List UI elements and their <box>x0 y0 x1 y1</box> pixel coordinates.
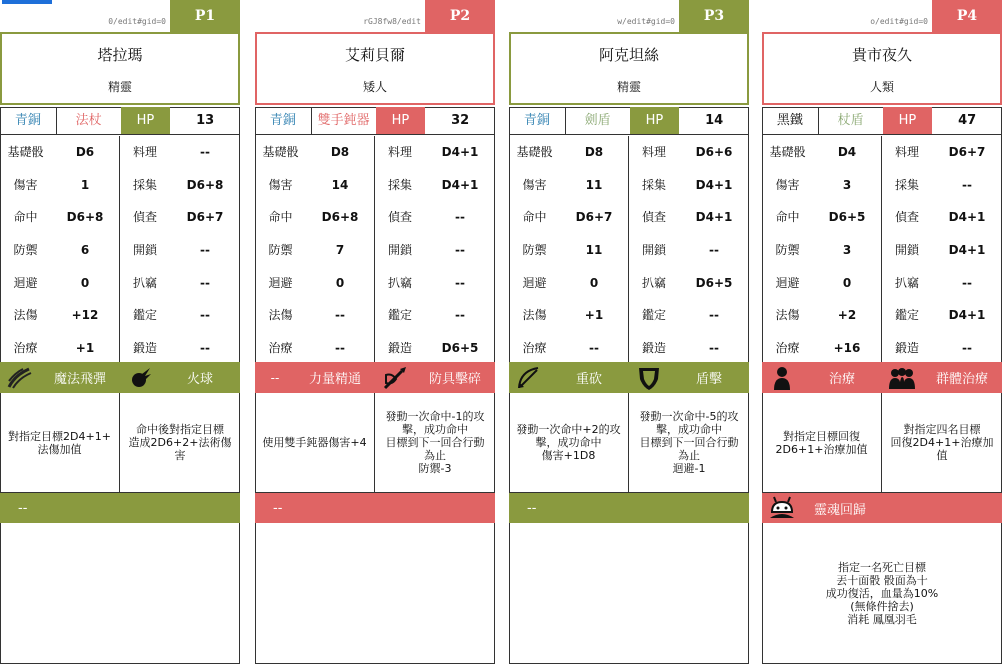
character-card-1 <box>0 0 240 664</box>
heavy-slash-icon <box>509 362 549 393</box>
skill-label: 開鎖 <box>387 243 412 258</box>
character-race: 精靈 <box>107 80 132 94</box>
magic-missile-icon <box>0 362 40 393</box>
heal-icon <box>762 362 802 393</box>
stat-row <box>509 299 749 332</box>
skill-label: 料理 <box>894 145 919 159</box>
skill-label: 料理 <box>641 145 666 159</box>
hp-value: 14 <box>705 113 724 128</box>
stat-value: -- <box>560 332 629 365</box>
skill-1-description: 對指定目標回復 2D6+1+治療加值 <box>762 393 882 492</box>
stat-row <box>0 267 240 300</box>
sheet-url[interactable]: w/edit#gid=0 <box>617 17 675 26</box>
stat-value: 6 <box>51 234 120 267</box>
skill-label: 偵查 <box>387 210 412 225</box>
ultimate-name: 靈魂回歸 <box>814 502 867 518</box>
stat-value: 3 <box>813 169 882 202</box>
stat-row <box>509 169 749 202</box>
skill-label: 鍛造 <box>894 341 919 356</box>
character-name: 貴市夜久 <box>851 46 912 64</box>
stat-value: D6+5 <box>813 201 882 234</box>
stat-value: 11 <box>560 169 629 202</box>
skill-label: 鑑定 <box>894 308 919 323</box>
stat-value: 0 <box>51 267 120 300</box>
skill-descriptions <box>255 393 495 493</box>
armor-tier: 青銅 <box>509 107 566 134</box>
stats-grid <box>0 136 240 365</box>
fireball-icon <box>120 362 160 393</box>
hp-value: 13 <box>196 113 215 128</box>
skill-value: D4+1 <box>695 177 733 192</box>
skills-bar <box>255 362 495 393</box>
skill-value: D4+1 <box>441 145 479 159</box>
weapon-type: 杖盾 <box>837 113 864 128</box>
skill-value: -- <box>709 341 719 356</box>
character-race: 精靈 <box>616 80 641 94</box>
equipment-row <box>762 107 1002 135</box>
skill-2-name: 盾擊 <box>695 372 722 387</box>
stat-row <box>255 299 495 332</box>
skill-1 <box>255 362 375 393</box>
stat-value: +12 <box>51 299 120 332</box>
stat-value: -- <box>306 299 375 332</box>
player-badge: P2 <box>425 0 495 32</box>
sheet-url[interactable]: o/edit#gid=0 <box>870 17 928 26</box>
character-card-4 <box>762 0 1002 664</box>
stat-label: 傷害 <box>268 177 293 192</box>
stat-row <box>762 201 1002 234</box>
skill-value: -- <box>200 275 210 290</box>
stat-value: 3 <box>813 234 882 267</box>
stat-value: D8 <box>560 136 629 169</box>
skill-value: -- <box>962 341 972 356</box>
sheet-url[interactable]: rGJ8fw8/edit <box>363 17 421 26</box>
stat-value: 14 <box>306 169 375 202</box>
stat-row <box>255 234 495 267</box>
stat-row <box>762 136 1002 169</box>
stat-label: 防禦 <box>522 243 547 258</box>
skill-descriptions <box>509 393 749 493</box>
name-box <box>255 32 495 105</box>
skill-1-name: 重砍 <box>575 372 602 387</box>
ultimate-bar <box>0 493 240 523</box>
stat-label: 防禦 <box>13 243 38 258</box>
skill-label: 採集 <box>641 177 666 192</box>
skill-label: 採集 <box>387 177 412 192</box>
skill-label: 料理 <box>132 145 157 159</box>
stat-label: 基礎骰 <box>7 145 44 159</box>
ultimate-description <box>509 523 749 663</box>
stat-row <box>255 201 495 234</box>
skill-descriptions <box>762 393 1002 493</box>
skill-value: D6+8 <box>186 177 224 192</box>
character-card-2 <box>255 0 495 664</box>
stat-label: 迴避 <box>522 275 547 290</box>
skill-2-description: 發動一次命中-1的攻 擊，成功命中 目標到下一回合行動 為止 防禦-3 <box>385 410 485 475</box>
stat-value: 7 <box>306 234 375 267</box>
stat-row <box>255 169 495 202</box>
skill-value: D6+6 <box>695 145 733 159</box>
stat-label: 命中 <box>775 210 800 225</box>
ultimate-bar <box>509 493 749 523</box>
skill-2-description: 命中後對指定目標 造成2D6+2+法術傷 害 <box>128 423 232 462</box>
stat-label: 傷害 <box>775 177 800 192</box>
character-name: 阿克坦絲 <box>598 46 659 64</box>
stat-row <box>509 332 749 365</box>
weapon-type: 法杖 <box>75 113 102 128</box>
stat-row <box>255 332 495 365</box>
skill-1 <box>509 362 629 393</box>
skill-value: D4+1 <box>695 210 733 225</box>
stat-label: 命中 <box>268 210 293 225</box>
stat-label: 命中 <box>13 210 38 225</box>
skill-value: D6+7 <box>186 210 224 225</box>
skill-value: -- <box>455 275 465 290</box>
stat-label: 基礎骰 <box>516 145 553 159</box>
character-name: 艾莉貝爾 <box>344 46 405 64</box>
stat-value: D6+7 <box>560 201 629 234</box>
skills-bar <box>762 362 1002 393</box>
ultimate-description: 指定一名死亡目標 丟十面骰 骰面為十 成功復活，血量為10% (無條件捨去) 消耗 鳳凰羽毛 <box>825 560 939 626</box>
hp-label: HP <box>121 107 171 134</box>
skill-value: D4+1 <box>441 177 479 192</box>
skill-label: 鍛造 <box>641 341 666 356</box>
hp-value: 32 <box>451 113 470 128</box>
stat-label: 法傷 <box>522 308 547 323</box>
skill-label: 偵查 <box>894 210 919 225</box>
skill-1-name: 治療 <box>828 372 855 387</box>
soul-return-icon <box>762 493 802 524</box>
stat-label: 傷害 <box>13 177 38 192</box>
stat-label: 命中 <box>522 210 547 225</box>
skill-value: D4+1 <box>948 243 986 258</box>
stat-row <box>0 169 240 202</box>
hp-label: HP <box>376 107 426 134</box>
skill-label: 採集 <box>894 177 919 192</box>
skill-label: 扒竊 <box>387 275 412 290</box>
skill-label: 偵查 <box>132 210 157 225</box>
stat-row <box>0 136 240 169</box>
stat-value: 11 <box>560 234 629 267</box>
skill-value: -- <box>200 145 210 159</box>
skill-value: -- <box>455 243 465 258</box>
skill-label: 鑑定 <box>641 308 666 323</box>
weapon-type: 雙手鈍器 <box>317 113 370 128</box>
ultimate-description <box>0 523 240 663</box>
stats-grid <box>509 136 749 365</box>
skill-2 <box>629 362 749 393</box>
skill-value: D6+5 <box>441 341 479 356</box>
stat-row <box>255 136 495 169</box>
character-race: 人類 <box>869 80 894 94</box>
skill-label: 扒竊 <box>894 275 919 290</box>
stat-value: +1 <box>51 332 120 365</box>
skill-1-name: 力量精通 <box>308 372 361 387</box>
stat-row <box>0 332 240 365</box>
stat-label: 法傷 <box>268 308 293 323</box>
sheet-url[interactable]: 0/edit#gid=0 <box>108 17 166 26</box>
stat-row <box>509 136 749 169</box>
skill-value: -- <box>962 275 972 290</box>
group-heal-icon <box>882 362 922 393</box>
stat-label: 防禦 <box>775 243 800 258</box>
skill-dash: -- <box>270 370 280 385</box>
skill-value: -- <box>709 243 719 258</box>
skill-2 <box>120 362 240 393</box>
skill-label: 採集 <box>132 177 157 192</box>
skill-2-name: 火球 <box>186 372 213 387</box>
stat-label: 治療 <box>268 341 293 356</box>
stat-row <box>255 267 495 300</box>
skill-label: 開鎖 <box>641 243 666 258</box>
stat-row <box>762 267 1002 300</box>
skill-label: 開鎖 <box>132 243 157 258</box>
ultimate-bar <box>762 493 1002 523</box>
stat-label: 迴避 <box>775 275 800 290</box>
stats-grid <box>255 136 495 365</box>
stat-value: D8 <box>306 136 375 169</box>
stats-grid <box>762 136 1002 365</box>
equipment-row <box>255 107 495 135</box>
stat-value: +1 <box>560 299 629 332</box>
stat-row <box>0 234 240 267</box>
skill-2 <box>882 362 1002 393</box>
stat-value: 0 <box>306 267 375 300</box>
skill-2 <box>375 362 495 393</box>
skill-1 <box>762 362 882 393</box>
skill-value: D4+1 <box>948 308 986 323</box>
stat-label: 法傷 <box>775 308 800 323</box>
stat-row <box>0 201 240 234</box>
name-box <box>762 32 1002 105</box>
stat-row <box>762 332 1002 365</box>
skill-value: D4+1 <box>948 210 986 225</box>
stat-label: 治療 <box>775 341 800 356</box>
stat-value: D4 <box>813 136 882 169</box>
skills-bar <box>0 362 240 393</box>
skill-2-name: 防具擊碎 <box>428 372 481 387</box>
skill-1-description: 使用雙手鈍器傷害+4 <box>255 393 375 492</box>
skill-value: D6+5 <box>695 275 733 290</box>
skill-1-name: 魔法飛彈 <box>53 372 106 387</box>
ultimate-description <box>255 523 495 663</box>
skill-label: 鑑定 <box>132 308 157 323</box>
skill-value: D6+7 <box>948 145 986 159</box>
stat-label: 治療 <box>13 341 38 356</box>
skills-bar <box>509 362 749 393</box>
armor-tier: 青銅 <box>255 107 312 134</box>
ultimate-name: -- <box>527 500 537 516</box>
skill-2-name: 群體治療 <box>935 372 988 387</box>
name-box <box>509 32 749 105</box>
character-race: 矮人 <box>362 80 387 94</box>
ultimate-name: -- <box>273 500 283 516</box>
skill-label: 料理 <box>387 145 412 159</box>
hp-value: 47 <box>958 113 977 128</box>
skill-label: 扒竊 <box>641 275 666 290</box>
skill-value: -- <box>455 210 465 225</box>
stat-row <box>762 234 1002 267</box>
stat-label: 迴避 <box>268 275 293 290</box>
hp-label: HP <box>630 107 680 134</box>
skill-2-description: 發動一次命中-5的攻 擊，成功命中 目標到下一回合行動 為止 迴避-1 <box>639 410 739 475</box>
name-box <box>0 32 240 105</box>
stat-label: 基礎骰 <box>262 145 299 159</box>
skill-2-description: 對指定四名目標 回復2D4+1+治療加 值 <box>890 423 994 462</box>
skill-label: 鍛造 <box>387 341 412 356</box>
stat-value: 1 <box>51 169 120 202</box>
skill-label: 扒竊 <box>132 275 157 290</box>
player-badge: P4 <box>932 0 1002 32</box>
skill-value: -- <box>709 308 719 323</box>
shield-bash-icon <box>629 362 669 393</box>
player-badge: P3 <box>679 0 749 32</box>
skill-label: 鍛造 <box>132 341 157 356</box>
stat-label: 治療 <box>522 341 547 356</box>
skill-label: 偵查 <box>641 210 666 225</box>
stat-value: +16 <box>813 332 882 365</box>
skill-value: -- <box>200 243 210 258</box>
stat-value: 0 <box>560 267 629 300</box>
skill-label: 開鎖 <box>894 243 919 258</box>
stat-row <box>0 299 240 332</box>
character-name: 塔拉瑪 <box>97 46 143 64</box>
hp-label: HP <box>883 107 933 134</box>
armor-tier: 青銅 <box>0 107 57 134</box>
equipment-row <box>509 107 749 135</box>
player-badge: P1 <box>170 0 240 32</box>
skill-1-description: 對指定目標2D4+1+ 法傷加值 <box>0 393 120 492</box>
character-card-3 <box>509 0 749 664</box>
stat-value: D6+8 <box>306 201 375 234</box>
skill-value: -- <box>200 308 210 323</box>
stat-label: 傷害 <box>522 177 547 192</box>
stat-value: D6+8 <box>51 201 120 234</box>
stat-label: 法傷 <box>13 308 38 323</box>
skill-1 <box>0 362 120 393</box>
stat-value: D6 <box>51 136 120 169</box>
ultimate-bar <box>255 493 495 523</box>
stat-row <box>762 169 1002 202</box>
stat-label: 防禦 <box>268 243 293 258</box>
stat-label: 迴避 <box>13 275 38 290</box>
stat-row <box>509 201 749 234</box>
ultimate-name: -- <box>18 500 28 516</box>
skill-value: -- <box>962 177 972 192</box>
stat-value: 0 <box>813 267 882 300</box>
stat-row <box>509 267 749 300</box>
skill-label: 鑑定 <box>387 308 412 323</box>
skill-1-description: 發動一次命中+2的攻 擊，成功命中 傷害+1D8 <box>509 393 629 492</box>
equipment-row <box>0 107 240 135</box>
stat-value: +2 <box>813 299 882 332</box>
stat-label: 基礎骰 <box>769 145 806 159</box>
skill-value: -- <box>455 308 465 323</box>
stat-value: -- <box>306 332 375 365</box>
skill-descriptions <box>0 393 240 493</box>
weapon-type: 劍盾 <box>584 113 611 128</box>
stat-row <box>762 299 1002 332</box>
armor-tier: 黑鐵 <box>762 107 819 134</box>
armor-break-icon <box>375 362 415 393</box>
stat-row <box>509 234 749 267</box>
skill-value: -- <box>200 341 210 356</box>
